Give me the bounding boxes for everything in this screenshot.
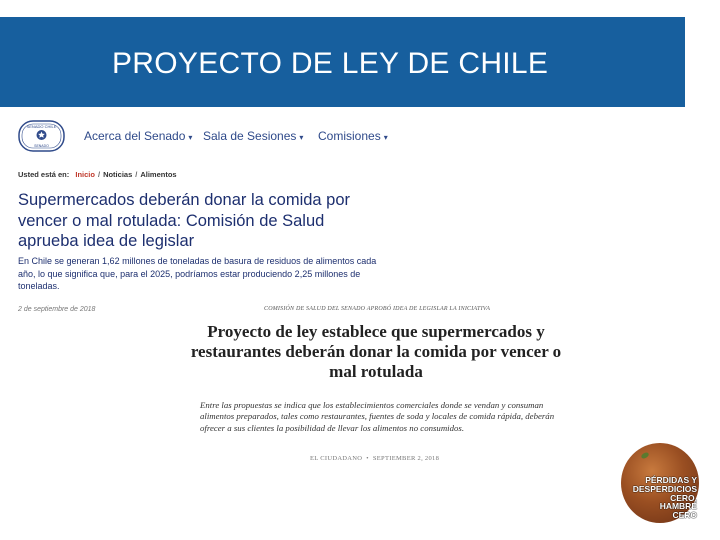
nav-item-acerca[interactable]: [84, 129, 192, 143]
breadcrumb-current: Alimentos: [140, 170, 177, 179]
badge-line: HAMBRE: [659, 501, 697, 512]
slide-title-band: [0, 17, 685, 107]
article2-body: Entre las propuestas se indica que los establecimientos comerciales donde se vendan y consuman alimentos preparados, tales como restaurantes, fuentes de soda y locales de comida rápida, deberán ofrecer a sus clientes la posibilidad de llevar los alimentos no consumidos.: [200, 400, 555, 433]
nav-label: Comisiones: [318, 129, 381, 143]
slide-title: PROYECTO DE LEY DE CHILE: [112, 47, 549, 80]
senate-seal-icon[interactable]: [18, 120, 65, 152]
chevron-down-icon: ▾: [188, 133, 193, 142]
badge-line: CERO: [672, 510, 697, 521]
article-date: 2 de septiembre de 2018: [18, 306, 96, 313]
breadcrumb-link-inicio[interactable]: Inicio: [75, 170, 95, 179]
article2-source: EL CIUDADANO: [310, 455, 363, 462]
nav-item-sala[interactable]: [203, 129, 303, 143]
leaf-icon: [640, 451, 649, 459]
badge-text: [621, 476, 699, 520]
nav-item-comisiones[interactable]: [318, 129, 388, 143]
badge-line: PÉRDIDAS Y: [645, 475, 697, 485]
breadcrumb-prefix: Usted está en:: [18, 170, 70, 179]
article2-byline: [310, 455, 439, 462]
article2-headline: Proyecto de ley establece que supermercados y restaurantes deberán donar la comida por vencer o mal rotulada: [190, 322, 562, 381]
breadcrumb-link-noticias[interactable]: Noticias: [103, 170, 133, 179]
article2-date: SEPTIEMBER 2, 2018: [372, 455, 440, 462]
breadcrumb-separator: /: [97, 170, 101, 179]
badge-line: DESPERDICIOS: [632, 483, 697, 494]
nav-label: Acerca del Senado: [84, 129, 186, 143]
article2-kicker: COMISIÓN DE SALUD DEL SENADO APROBÓ IDEA DE LEGISLAR LA INICIATIVA: [264, 306, 491, 312]
nav-label: Sala de Sesiones: [203, 129, 297, 143]
breadcrumb-separator: /: [135, 170, 138, 179]
breadcrumb: [18, 170, 177, 179]
bullet-icon: •: [366, 455, 369, 462]
chevron-down-icon: ▾: [383, 133, 388, 142]
badge-line: CERO,: [670, 492, 697, 503]
article-headline: Supermercados deberán donar la comida por vencer o mal rotulada: Comisión de Salud aprueba idea de legislar: [18, 191, 351, 250]
chevron-down-icon: ▾: [299, 133, 304, 142]
seal-bottom-text: SENADO: [34, 144, 49, 148]
article-lede: En Chile se generan 1,62 millones de toneladas de basura de residuos de alimentos cada año, lo que significa que, para el 2025, podríamos estar produciendo 2,25 millones de toneladas.: [18, 256, 377, 291]
seal-top-text: SENADO CHILE: [26, 124, 57, 129]
